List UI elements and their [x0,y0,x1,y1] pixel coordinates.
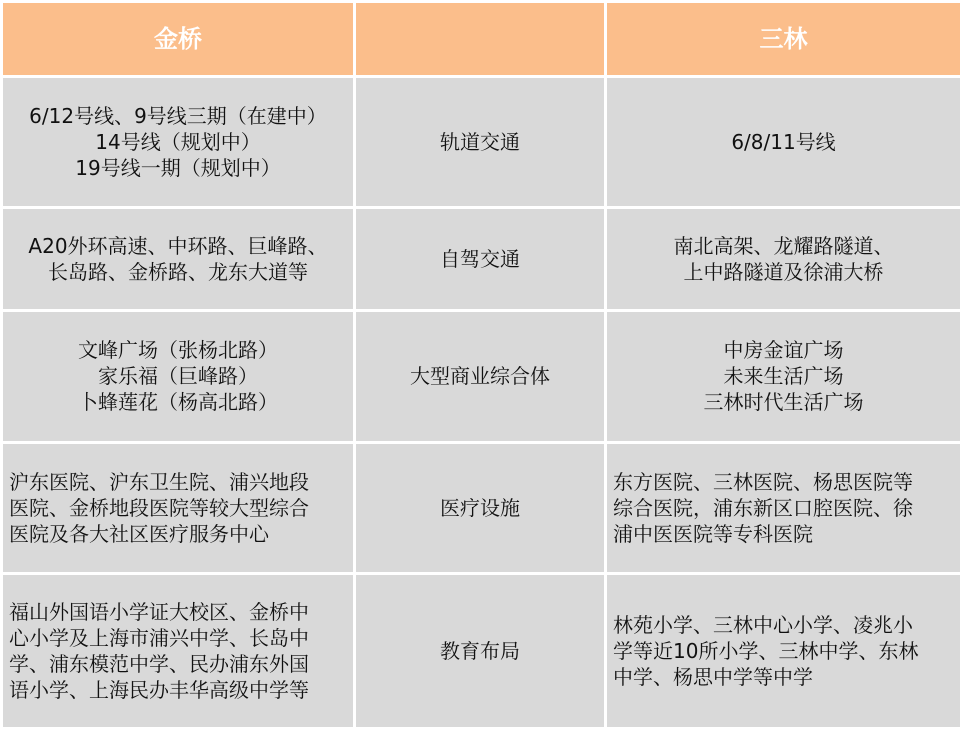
text-line: 6/8/11号线 [731,130,836,155]
text-line: 未来生活广场 [723,364,844,389]
text-line: A20外环高速、中环路、巨峰路、 [28,234,328,259]
text-line: 长岛路、金桥路、龙东大道等 [48,260,308,285]
category-cell: 自驾交通 [356,209,604,309]
text-line: 上中路隧道及徐浦大桥 [683,260,884,285]
header-category [356,3,604,75]
text-line: 沪东医院、沪东卫生院、浦兴地段 [9,469,309,494]
text-line: 中学、杨思中学等中学 [613,664,813,689]
sanlin-cell [607,209,960,309]
category-cell: 教育布局 [356,575,604,727]
sanlin-cell [607,312,960,440]
text-line: 医院及各大社区医疗服务中心 [9,521,269,546]
text-line: 14号线（规划中） [95,130,261,155]
header-row [3,3,960,75]
text-line: 综合医院，浦东新区口腔医院、徐 [613,495,913,520]
header-jinqiao: 金桥 [3,3,353,75]
sanlin-cell [607,444,960,572]
text-line: 林苑小学、三林中心小学、凌兆小 [613,612,913,637]
text-line: 东方医院、三林医院、杨思医院等 [613,469,913,494]
text-line: 南北高架、龙耀路隧道、 [673,234,894,259]
text-line: 心小学及上海市浦兴中学、长岛中 [9,625,309,650]
row-medical [3,444,960,572]
sanlin-cell [607,78,960,206]
jinqiao-cell [3,78,353,206]
text-line: 卜蜂莲花（杨高北路） [78,390,278,415]
sanlin-cell [607,575,960,727]
category-cell: 大型商业综合体 [356,312,604,440]
text-line: 学等近10所小学、三林中学、东林 [613,638,919,663]
category-cell: 轨道交通 [356,78,604,206]
jinqiao-cell [3,575,353,727]
row-education [3,575,960,727]
text-line: 6/12号线、9号线三期（在建中） [29,104,327,129]
text-line: 语小学、上海民办丰华高级中学等 [9,677,309,702]
row-rail-transit [3,78,960,206]
text-line: 三林时代生活广场 [703,390,864,415]
header-sanlin: 三林 [607,3,960,75]
row-driving [3,209,960,309]
jinqiao-cell [3,209,353,309]
text-line: 医院、金桥地段医院等较大型综合 [9,495,309,520]
text-line: 福山外国语小学证大校区、金桥中 [9,599,309,624]
text-line: 家乐福（巨峰路） [98,364,258,389]
jinqiao-cell [3,444,353,572]
category-cell: 医疗设施 [356,444,604,572]
text-line: 19号线一期（规划中） [75,156,281,181]
jinqiao-cell [3,312,353,440]
text-line: 浦中医医院等专科医院 [613,521,813,546]
row-commercial [3,312,960,440]
text-line: 文峰广场（张杨北路） [78,338,278,363]
text-line: 中房金谊广场 [723,338,844,363]
text-line: 学、浦东模范中学、民办浦东外国 [9,651,309,676]
